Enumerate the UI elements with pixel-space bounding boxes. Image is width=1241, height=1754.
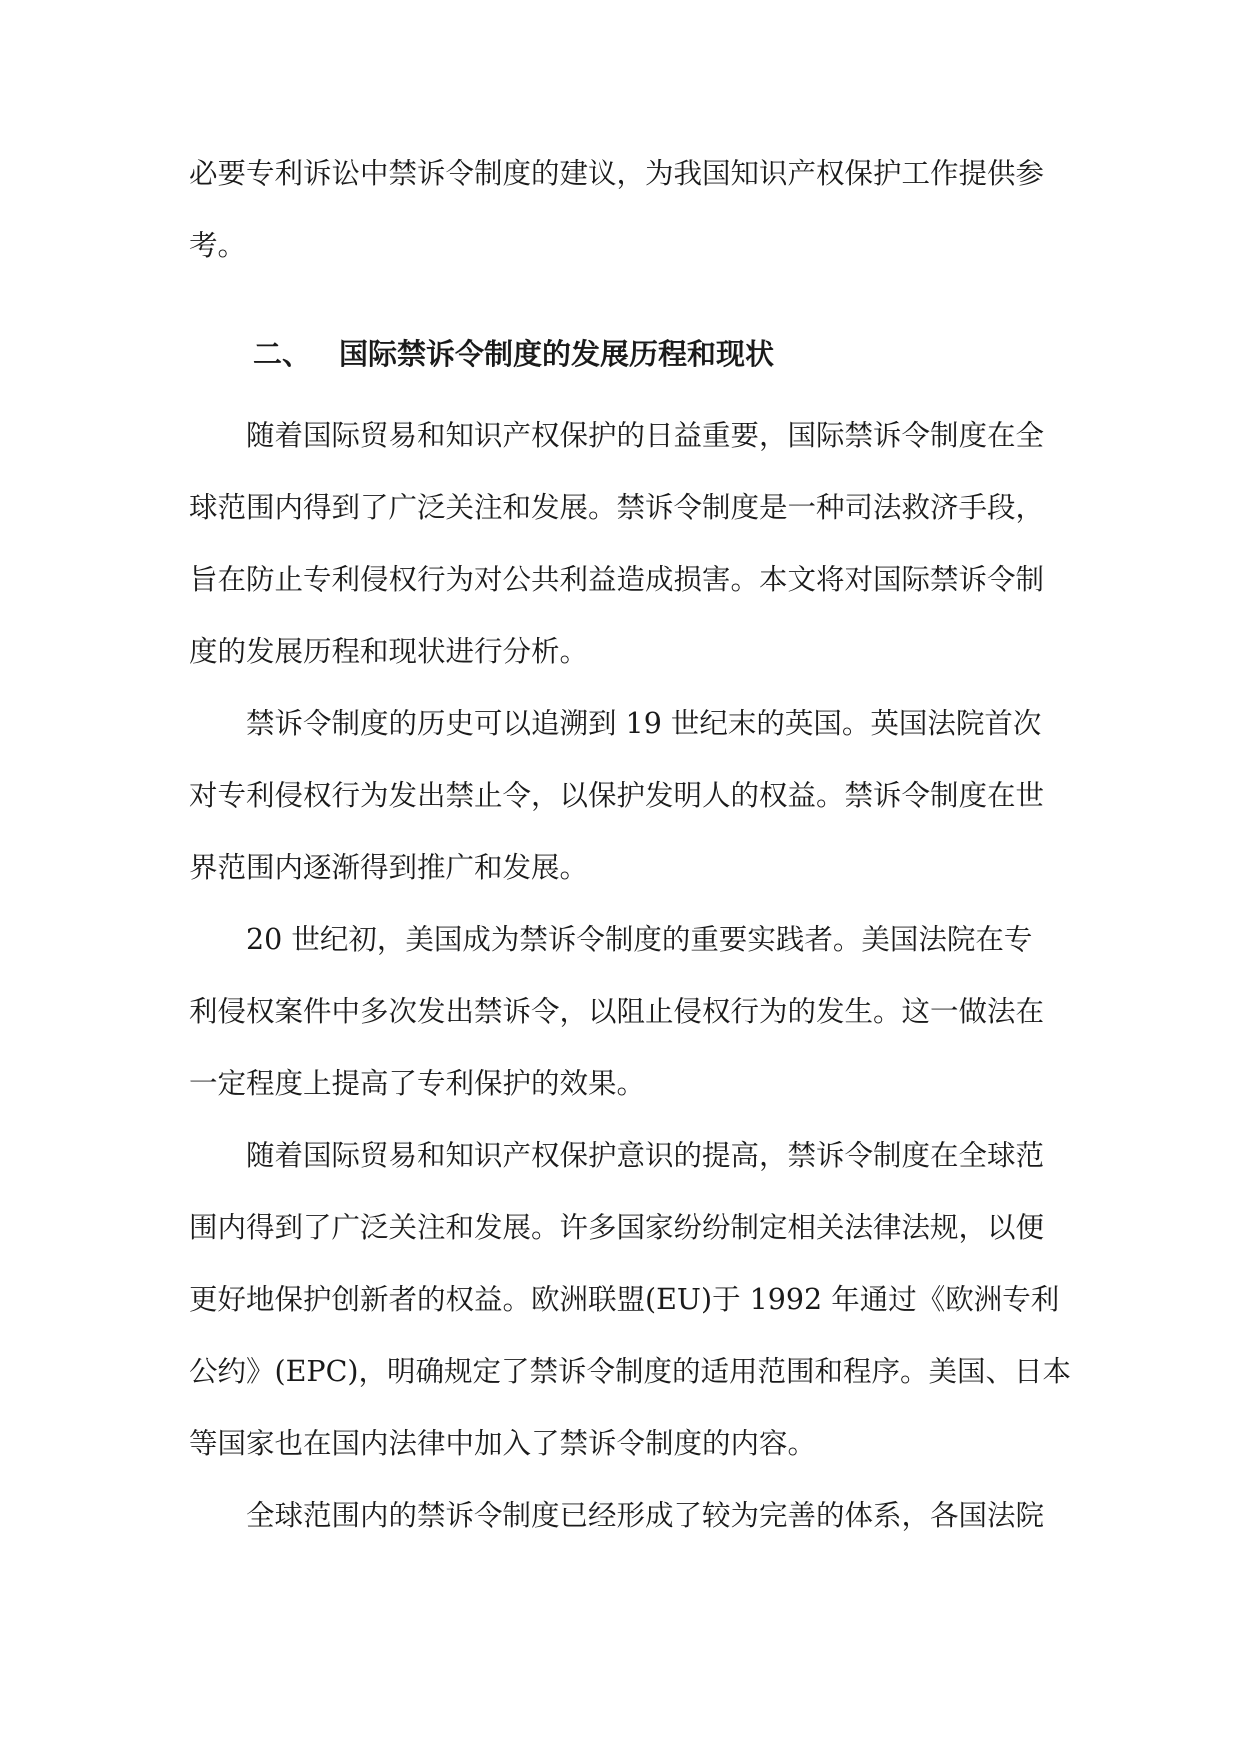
text-line: 旨在防止专利侵权行为对公共利益造成损害。本文将对国际禁诉令制 (189, 563, 1045, 596)
text-line: 围内得到了广泛关注和发展。许多国家纷纷制定相关法律法规，以便 (189, 1211, 1045, 1244)
text-line: 等国家也在国内法律中加入了禁诉令制度的内容。 (189, 1427, 817, 1460)
text-line: 更好地保护创新者的权益。欧洲联盟(EU)于 1992 年通过《欧洲专利 (189, 1283, 1060, 1316)
text-line: 全球范围内的禁诉令制度已经形成了较为完善的体系，各国法院 (246, 1499, 1045, 1532)
section-heading (189, 318, 1059, 390)
text-line: 利侵权案件中多次发出禁诉令，以阻止侵权行为的发生。这一做法在 (189, 995, 1045, 1028)
paragraph (189, 1120, 1072, 1480)
document-body (189, 138, 1072, 1552)
text-line: 对专利侵权行为发出禁止令，以保护发明人的权益。禁诉令制度在世 (189, 779, 1045, 812)
text-line: 禁诉令制度的历史可以追溯到 19 世纪末的英国。英国法院首次 (246, 707, 1042, 740)
text-line: 一定程度上提高了专利保护的效果。 (189, 1067, 646, 1100)
section-title: 国际禁诉令制度的发展历程和现状 (339, 337, 775, 371)
text-line: 界范围内逐渐得到推广和发展。 (189, 851, 589, 884)
paragraph (189, 688, 1059, 904)
continuation-paragraph (189, 138, 1059, 282)
text-line: 必要专利诉讼中禁诉令制度的建议，为我国知识产权保护工作提供参 (189, 157, 1045, 190)
section-number: 二、 (253, 337, 312, 371)
text-line: 球范围内得到了广泛关注和发展。禁诉令制度是一种司法救济手段， (189, 491, 1045, 524)
paragraph (189, 1480, 1059, 1552)
paragraph (189, 400, 1059, 688)
text-line: 20 世纪初，美国成为禁诉令制度的重要实践者。美国法院在专 (246, 923, 1033, 956)
text-line: 公约》(EPC)，明确规定了禁诉令制度的适用范围和程序。美国、日本 (189, 1355, 1072, 1388)
text-line: 随着国际贸易和知识产权保护的日益重要，国际禁诉令制度在全 (246, 419, 1045, 452)
text-line: 随着国际贸易和知识产权保护意识的提高，禁诉令制度在全球范 (246, 1139, 1045, 1172)
text-line: 度的发展历程和现状进行分析。 (189, 635, 589, 668)
text-line: 考。 (189, 229, 247, 262)
paragraph (189, 904, 1059, 1120)
